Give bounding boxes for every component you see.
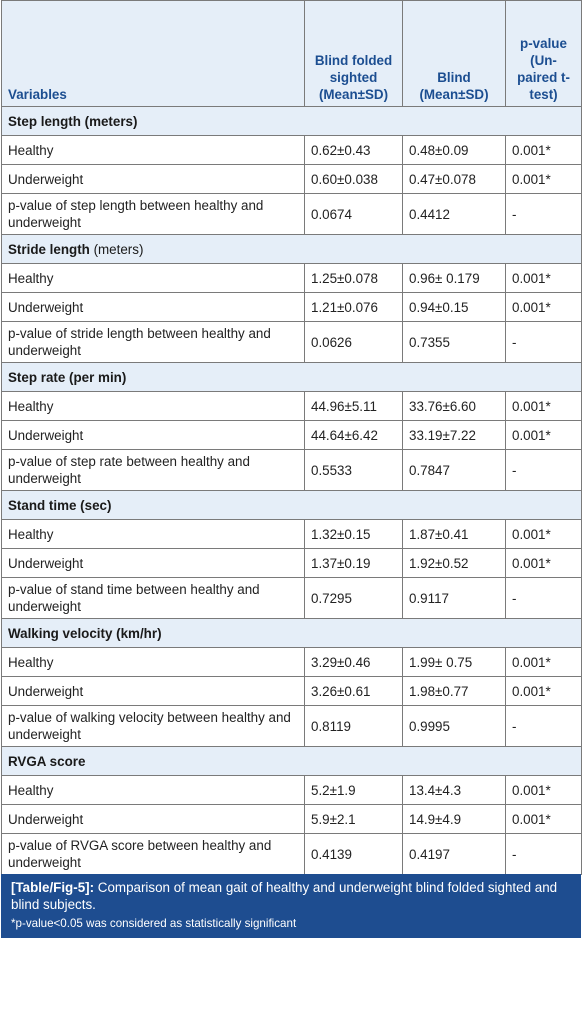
row-label: Underweight [2,805,305,834]
row-label: Healthy [2,520,305,549]
row-label: p-value of walking velocity between healthy and underweight [2,706,305,747]
table-body [2,107,582,875]
blindfolded-value: 3.26±0.61 [305,677,403,706]
table-row [2,450,582,491]
header-row [2,1,582,107]
table-row [2,805,582,834]
blindfolded-value: 1.25±0.078 [305,264,403,293]
section-title-main: RVGA score [8,753,86,769]
pvalue-cell: - [506,194,582,235]
pvalue-cell: 0.001* [506,392,582,421]
section-header-row [2,491,582,520]
row-label: Healthy [2,776,305,805]
blind-value: 1.98±0.77 [403,677,506,706]
pvalue-cell: 0.001* [506,520,582,549]
pvalue-cell: - [506,706,582,747]
pvalue-cell: 0.001* [506,264,582,293]
gait-comparison-table [1,0,582,875]
blind-value: 0.48±0.09 [403,136,506,165]
table-row [2,165,582,194]
blind-value: 33.76±6.60 [403,392,506,421]
table-row [2,392,582,421]
blindfolded-value: 1.37±0.19 [305,549,403,578]
blind-value: 0.7355 [403,322,506,363]
section-title-unit: (meters) [89,241,144,257]
table-row [2,136,582,165]
blind-value: 1.99± 0.75 [403,648,506,677]
blindfolded-value: 0.8119 [305,706,403,747]
table-row [2,706,582,747]
section-header-row [2,747,582,776]
blind-value: 1.87±0.41 [403,520,506,549]
blind-value: 0.47±0.078 [403,165,506,194]
section-title-main: Walking velocity (km/hr) [8,625,162,641]
blind-value: 0.96± 0.179 [403,264,506,293]
pvalue-cell: 0.001* [506,677,582,706]
section-header-row [2,363,582,392]
row-label: Healthy [2,136,305,165]
section-title-main: Stride length [8,241,90,257]
row-label: p-value of stand time between healthy and underweight [2,578,305,619]
blindfolded-value: 5.2±1.9 [305,776,403,805]
row-label: Healthy [2,392,305,421]
blindfolded-value: 1.21±0.076 [305,293,403,322]
table-row [2,677,582,706]
blind-value: 1.92±0.52 [403,549,506,578]
table-row [2,834,582,875]
caption-text [11,879,575,913]
header-blindfolded-sighted: Blind folded sighted (Mean±SD) [305,1,403,107]
section-title [2,491,582,520]
table-row [2,322,582,363]
pvalue-cell: 0.001* [506,805,582,834]
row-label: Underweight [2,549,305,578]
table-row [2,264,582,293]
header-pvalue: p-value (Un-paired t-test) [506,1,582,107]
pvalue-cell: - [506,834,582,875]
section-header-row [2,235,582,264]
table-row [2,648,582,677]
row-label: p-value of step length between healthy and underweight [2,194,305,235]
table-row [2,421,582,450]
section-title [2,235,582,264]
section-title-main: Step length (meters) [8,113,138,129]
header-variables: Variables [2,1,305,107]
blindfolded-value: 0.62±0.43 [305,136,403,165]
pvalue-cell: 0.001* [506,549,582,578]
pvalue-cell: 0.001* [506,136,582,165]
blind-value: 13.4±4.3 [403,776,506,805]
row-label: Underweight [2,421,305,450]
section-title [2,363,582,392]
caption-footnote: *p-value<0.05 was considered as statistically significant [11,917,297,930]
blindfolded-value: 44.96±5.11 [305,392,403,421]
table-row [2,293,582,322]
pvalue-cell: - [506,578,582,619]
table-row [2,549,582,578]
blindfolded-value: 0.0674 [305,194,403,235]
pvalue-cell: 0.001* [506,165,582,194]
blind-value: 0.4197 [403,834,506,875]
blind-value: 0.4412 [403,194,506,235]
blindfolded-value: 44.64±6.42 [305,421,403,450]
blind-value: 33.19±7.22 [403,421,506,450]
row-label: Healthy [2,648,305,677]
blindfolded-value: 5.9±2.1 [305,805,403,834]
blind-value: 0.9995 [403,706,506,747]
table-row [2,194,582,235]
row-label: p-value of RVGA score between healthy and underweight [2,834,305,875]
section-title-main: Stand time (sec) [8,497,112,513]
row-label: Underweight [2,677,305,706]
pvalue-cell: 0.001* [506,293,582,322]
section-title [2,107,582,136]
section-header-row [2,619,582,648]
blind-value: 14.9±4.9 [403,805,506,834]
section-title [2,747,582,776]
blindfolded-value: 0.0626 [305,322,403,363]
blind-value: 0.9117 [403,578,506,619]
pvalue-cell: 0.001* [506,776,582,805]
blindfolded-value: 0.7295 [305,578,403,619]
row-label: Underweight [2,165,305,194]
blind-value: 0.94±0.15 [403,293,506,322]
caption-label: [Table/Fig-5]: [11,880,95,895]
table-row [2,520,582,549]
row-label: Healthy [2,264,305,293]
blindfolded-value: 0.60±0.038 [305,165,403,194]
section-header-row [2,107,582,136]
pvalue-cell: - [506,450,582,491]
table-caption [1,874,581,938]
pvalue-cell: 0.001* [506,421,582,450]
pvalue-cell: 0.001* [506,648,582,677]
table-row [2,578,582,619]
blindfolded-value: 1.32±0.15 [305,520,403,549]
pvalue-cell: - [506,322,582,363]
table-figure [1,0,581,938]
caption-description: Comparison of mean gait of healthy and underweight blind folded sighted and blind subjects. [11,880,558,912]
table-row [2,776,582,805]
row-label: p-value of step rate between healthy and underweight [2,450,305,491]
blind-value: 0.7847 [403,450,506,491]
blindfolded-value: 3.29±0.46 [305,648,403,677]
blindfolded-value: 0.4139 [305,834,403,875]
section-title-main: Step rate (per min) [8,369,127,385]
blindfolded-value: 0.5533 [305,450,403,491]
row-label: p-value of stride length between healthy and underweight [2,322,305,363]
section-title [2,619,582,648]
header-blind: Blind (Mean±SD) [403,1,506,107]
row-label: Underweight [2,293,305,322]
